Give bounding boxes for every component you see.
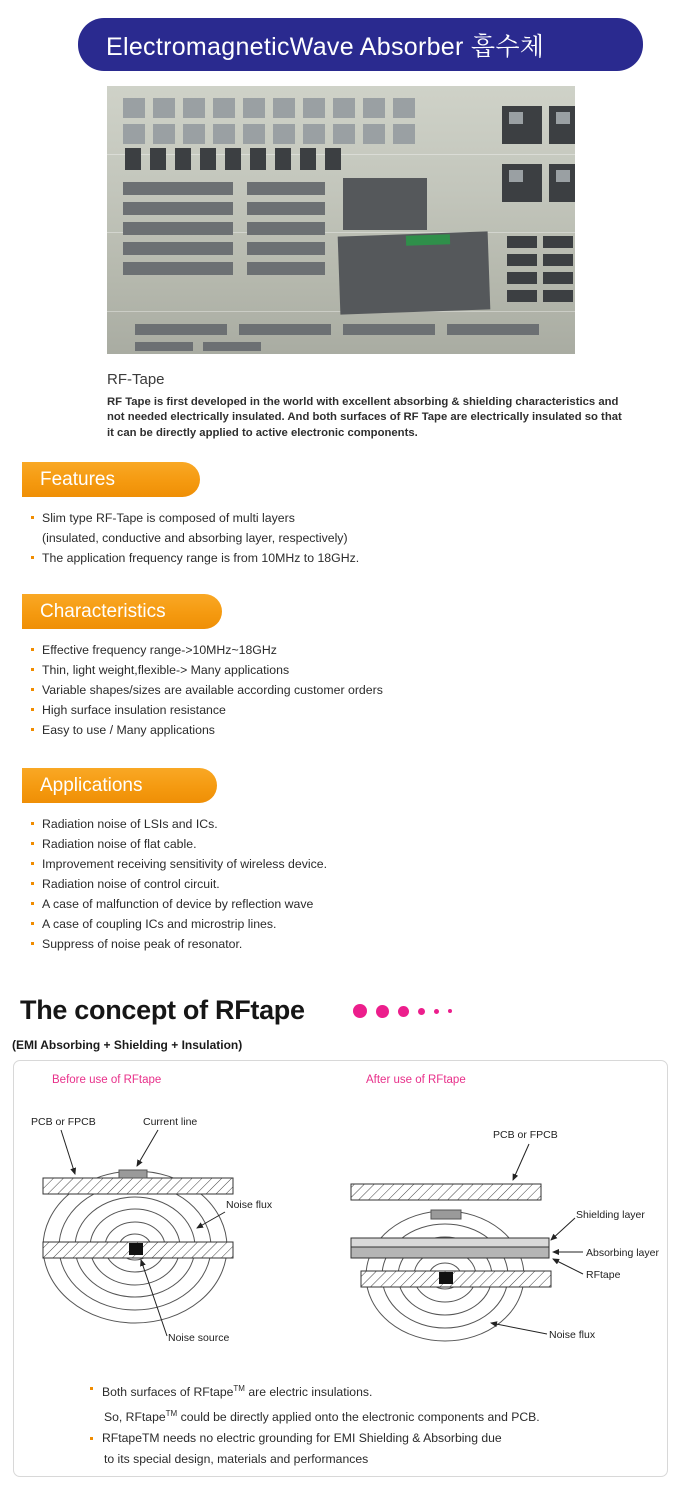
list-item: Suppress of noise peak of resonator. [30, 934, 650, 954]
concept-footnotes [88, 1378, 648, 1470]
list-item: RFtapeTM needs no electric grounding for EMI Shielding & Absorbing due [88, 1428, 648, 1449]
list-item: to its special design, materials and performances [104, 1452, 369, 1467]
svg-text:Noise flux: Noise flux [226, 1199, 273, 1211]
footnote-post: could be directly applied onto the electronic components and PCB. [177, 1410, 540, 1425]
page-title: ElectromagneticWave Absorber 흡수체 [106, 32, 545, 61]
section-tab-label: Characteristics [40, 600, 166, 622]
svg-text:Shielding layer: Shielding layer [576, 1209, 645, 1221]
product-photo [107, 86, 575, 354]
svg-text:Current line: Current line [143, 1116, 198, 1128]
list-item [88, 1378, 648, 1403]
diagram-label-after: After use of RFtape [366, 1074, 466, 1086]
trademark-mark: TM [233, 1384, 245, 1393]
list-item: The application frequency range is from 10MHz to 18GHz. [30, 548, 650, 568]
list-item: Radiation noise of flat cable. [30, 834, 650, 854]
section-tab-label: Applications [40, 774, 143, 796]
section-tab-applications [22, 768, 217, 803]
svg-text:Noise source: Noise source [168, 1332, 230, 1344]
svg-text:PCB or FPCB: PCB or FPCB [31, 1116, 96, 1128]
svg-text:PCB or FPCB: PCB or FPCB [493, 1129, 558, 1141]
svg-text:RFtape: RFtape [586, 1269, 621, 1281]
section-tab-features [22, 462, 200, 497]
list-item: Improvement receiving sensitivity of wireless device. [30, 854, 650, 874]
decorative-dots [353, 1004, 461, 1018]
features-list [30, 508, 650, 568]
section-tab-label: Features [40, 468, 115, 490]
product-description: RF Tape is first developed in the world with excellent absorbing & shielding characteristics and not needed electrically insulated. And both surfaces of RF Tape are electrically insulated so that it can be directly applied to active electronic components. [107, 396, 622, 439]
list-item: Radiation noise of control circuit. [30, 874, 650, 894]
concept-heading: The concept of RFtape [20, 995, 305, 1025]
product-name: RF-Tape [107, 371, 165, 388]
page-header-banner [78, 18, 643, 71]
list-item: (insulated, conductive and absorbing layer, respectively) [42, 531, 348, 545]
applications-list [30, 814, 650, 954]
list-item: Radiation noise of LSIs and ICs. [30, 814, 650, 834]
list-item: Easy to use / Many applications [30, 720, 650, 740]
list-item: Effective frequency range->10MHz~18GHz [30, 640, 650, 660]
concept-subheading: (EMI Absorbing + Shielding + Insulation) [12, 1038, 243, 1052]
svg-text:Absorbing layer: Absorbing layer [586, 1247, 659, 1259]
list-item: High surface insulation resistance [30, 700, 650, 720]
list-item: Thin, light weight,flexible-> Many applications [30, 660, 650, 680]
characteristics-list [30, 640, 650, 740]
svg-text:Noise flux: Noise flux [549, 1329, 596, 1341]
footnote-post: are electric insulations. [244, 1385, 373, 1400]
list-item: Slim type RF-Tape is composed of multi layers [30, 508, 650, 528]
list-item: A case of coupling ICs and microstrip lines. [30, 914, 650, 934]
footnote-pre: So, RFtape [104, 1410, 166, 1425]
trademark-mark: TM [165, 1409, 178, 1419]
section-tab-characteristics [22, 594, 222, 629]
list-item: A case of malfunction of device by reflection wave [30, 894, 650, 914]
footnote-pre: Both surfaces of RFtape [102, 1385, 234, 1400]
list-item: Variable shapes/sizes are available according customer orders [30, 680, 650, 700]
diagram-label-before: Before use of RFtape [52, 1074, 162, 1086]
list-item [88, 1403, 648, 1428]
